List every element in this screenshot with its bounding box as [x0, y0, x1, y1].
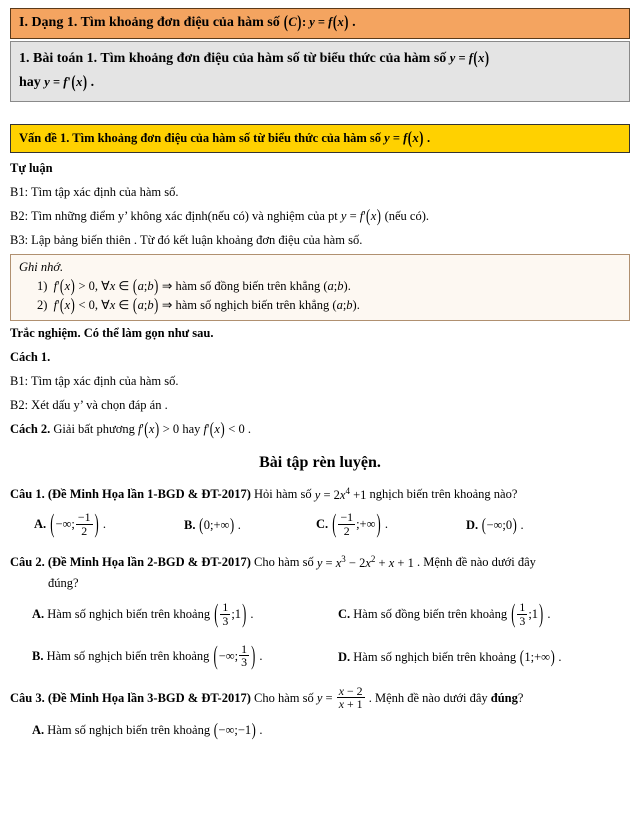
question-1-source: (Đề Minh Họa lần 1-BGD & ĐT-2017): [47, 487, 251, 502]
answer-end: .: [250, 607, 254, 622]
question-3-text-bold: đúng: [490, 691, 518, 706]
question-3-label: Câu 3.: [10, 691, 45, 706]
note-item-2-number: 2): [37, 297, 48, 312]
question-1-answer-c[interactable]: [316, 509, 466, 539]
question-3: [10, 683, 630, 712]
note-item-2-end: .: [356, 297, 360, 312]
answer-text: Hàm số nghịch biến trên khoảng: [47, 723, 211, 738]
tu-luan-step2: [10, 205, 630, 227]
note-item-2-interval: (a;b): [332, 297, 357, 312]
baitoan1-math1: y = f(x): [449, 47, 489, 68]
cach2-end: .: [247, 421, 251, 436]
question-3-function: y = $\frac{x - 2}{x + 1}$: [316, 683, 363, 712]
answer-letter: A.: [32, 723, 45, 738]
tu-luan-step2-post: (nếu có).: [384, 209, 429, 224]
answer-value: ( $\frac{-1}{2}$ ;+∞): [332, 509, 381, 539]
answer-letter: D.: [338, 649, 351, 664]
question-1: [10, 484, 630, 503]
note-item-2-text: hàm số nghịch biến trên khẳng: [175, 297, 330, 312]
answer-letter: C.: [338, 607, 351, 622]
answer-end: .: [259, 723, 263, 738]
question-2-answers: [32, 598, 630, 671]
cach1-title: Cách 1.: [10, 350, 51, 365]
baitoan1-math2: y = f'(x): [44, 71, 87, 92]
section-banner-dang1: [10, 8, 630, 39]
exercises-title: Bài tập rèn luyện.: [259, 453, 381, 471]
question-3-source: (Đề Minh Họa lần 3-BGD & ĐT-2017): [47, 691, 251, 706]
cach2-hay: hay: [182, 421, 201, 436]
answer-value: ( $\frac{1}{3}$ ;1): [511, 598, 544, 629]
answer-letter: B.: [184, 518, 196, 533]
question-3-text-pre: Cho hàm số: [254, 691, 314, 706]
answer-letter: B.: [32, 649, 44, 664]
note-item-2-math: f'(x) < 0, ∀x ∈ (a;b) ⇒: [53, 294, 173, 315]
note-item-1-end: .: [347, 278, 351, 293]
answer-end: .: [102, 517, 106, 532]
answer-text: Hàm số nghịch biến trên khoảng: [46, 649, 210, 664]
question-2-text-pre: Cho hàm số: [254, 555, 314, 570]
vande1-label: Vấn đề 1. Tìm khoảng đơn điệu của hàm số từ biểu thức của hàm số: [19, 131, 382, 146]
baitoan1-end: .: [90, 74, 95, 90]
question-2-answer-c[interactable]: [338, 598, 630, 629]
answer-end: .: [259, 649, 263, 664]
note-item-2: [37, 294, 621, 315]
answer-value: (−∞;−1): [213, 719, 256, 741]
answer-end: .: [547, 607, 551, 622]
tu-luan-title: Tự luận: [10, 161, 53, 176]
question-1-answer-d[interactable]: [466, 514, 586, 535]
baitoan1-hay: hay: [19, 74, 41, 90]
question-2-text-post: . Mệnh đề nào dưới đây: [416, 555, 536, 570]
note-title: Ghi nhớ.: [19, 259, 64, 274]
note-item-1-text: hàm số đồng biến trên khẳng: [175, 278, 321, 293]
answer-end: .: [520, 518, 524, 533]
cach1-step2: B2: Xét dấu y’ và chọn đáp án .: [10, 398, 168, 413]
question-1-label: Câu 1.: [10, 487, 45, 502]
tu-luan-step3: B3: Lập bảng biến thiên . Từ đó kết luận khoảng đơn điệu của hàm số.: [10, 232, 363, 247]
question-3-text-post: . Mệnh đề nào dưới đây: [368, 691, 488, 706]
question-1-function: $y = 2x^4 +1$: [314, 485, 367, 502]
question-2-text-sub: đúng?: [48, 576, 79, 591]
note-item-1-number: 1): [37, 278, 48, 293]
cach2-label: Cách 2.: [10, 421, 51, 436]
question-1-answer-b[interactable]: [184, 514, 316, 535]
answer-letter: A.: [32, 607, 45, 622]
question-1-answers: [34, 509, 630, 539]
note-items: [19, 275, 621, 315]
question-1-text-post: nghịch biến trên khoảng nào?: [369, 487, 518, 502]
note-box-ghi-nho: [10, 254, 630, 322]
answer-text: Hàm số nghịch biến trên khoảng: [353, 649, 517, 664]
question-2-answer-d[interactable]: [338, 646, 630, 667]
question-1-text-pre: Hỏi hàm số: [254, 487, 312, 502]
note-item-1-math: f'(x) > 0, ∀x ∈ (a;b) ⇒: [53, 275, 173, 296]
trac-nghiem-title: Trắc nghiệm. Có thể làm gọn như sau.: [10, 326, 214, 341]
cach2-line: [10, 418, 630, 439]
issue-banner-vande1: [10, 124, 630, 153]
note-item-1-interval: (a;b): [323, 278, 348, 293]
question-2-answer-a[interactable]: [32, 598, 332, 629]
cach2-math-neg: f'(x) < 0: [203, 418, 245, 439]
vande1-math: y = f(x): [384, 128, 424, 149]
section-banner-baitoan1: [10, 41, 630, 103]
cach2-text: Giải bất phương: [53, 421, 135, 436]
answer-text: Hàm số đồng biến trên khoảng: [353, 607, 508, 622]
question-2-function: $y = x^3 - 2x^2 + x + 1$: [316, 553, 414, 570]
answer-end: .: [384, 517, 388, 532]
answer-value: (0;+∞): [199, 514, 235, 535]
answer-value: (1;+∞): [519, 646, 555, 667]
answer-letter: D.: [466, 518, 479, 533]
answer-value: (−∞; $\frac{-1}{2}$ ): [50, 509, 99, 539]
answer-value: ( $\frac{1}{3}$ ;1): [214, 598, 247, 629]
question-3-answer-a[interactable]: [32, 719, 630, 741]
answer-end: .: [558, 649, 562, 664]
answer-letter: C.: [316, 517, 329, 532]
vande1-end: .: [427, 131, 431, 146]
answer-end: .: [237, 518, 241, 533]
note-item-1: [37, 275, 621, 296]
answer-letter: A.: [34, 517, 47, 532]
cach2-math-pos: f'(x) > 0: [137, 418, 180, 439]
tu-luan-step2-math: y = f'(x): [340, 205, 381, 227]
question-3-answers: [32, 719, 630, 741]
answer-value: (−∞; $\frac{1}{3}$ ): [213, 640, 256, 671]
tu-luan-step2-pre: B2: Tìm những điểm y’ không xác định(nếu có) và nghiệm của pt: [10, 209, 338, 224]
question-2-source: (Đề Minh Họa lần 2-BGD & ĐT-2017): [47, 555, 251, 570]
banner-dang1-label: I. Dạng 1. Tìm khoảng đơn điệu của hàm số: [19, 15, 280, 30]
cach1-step1: B1: Tìm tập xác định của hàm số.: [10, 374, 179, 389]
question-2-label: Câu 2.: [10, 555, 45, 570]
tu-luan-step1: B1: Tìm tập xác định của hàm số.: [10, 185, 179, 200]
banner-dang1-end: .: [352, 15, 356, 30]
answer-value: (−∞;0): [481, 514, 517, 535]
question-3-text-end: ?: [517, 691, 524, 706]
question-2: [10, 552, 630, 571]
baitoan1-line1: 1. Bài toán 1. Tìm khoảng đơn điệu của hàm số từ biểu thức của hàm số: [19, 50, 447, 66]
banner-dang1-math: (C): y = f(x): [283, 11, 349, 32]
question-2-answer-b[interactable]: [32, 640, 332, 671]
question-1-answer-a[interactable]: [34, 509, 184, 539]
answer-text: Hàm số nghịch biến trên khoảng: [47, 607, 211, 622]
